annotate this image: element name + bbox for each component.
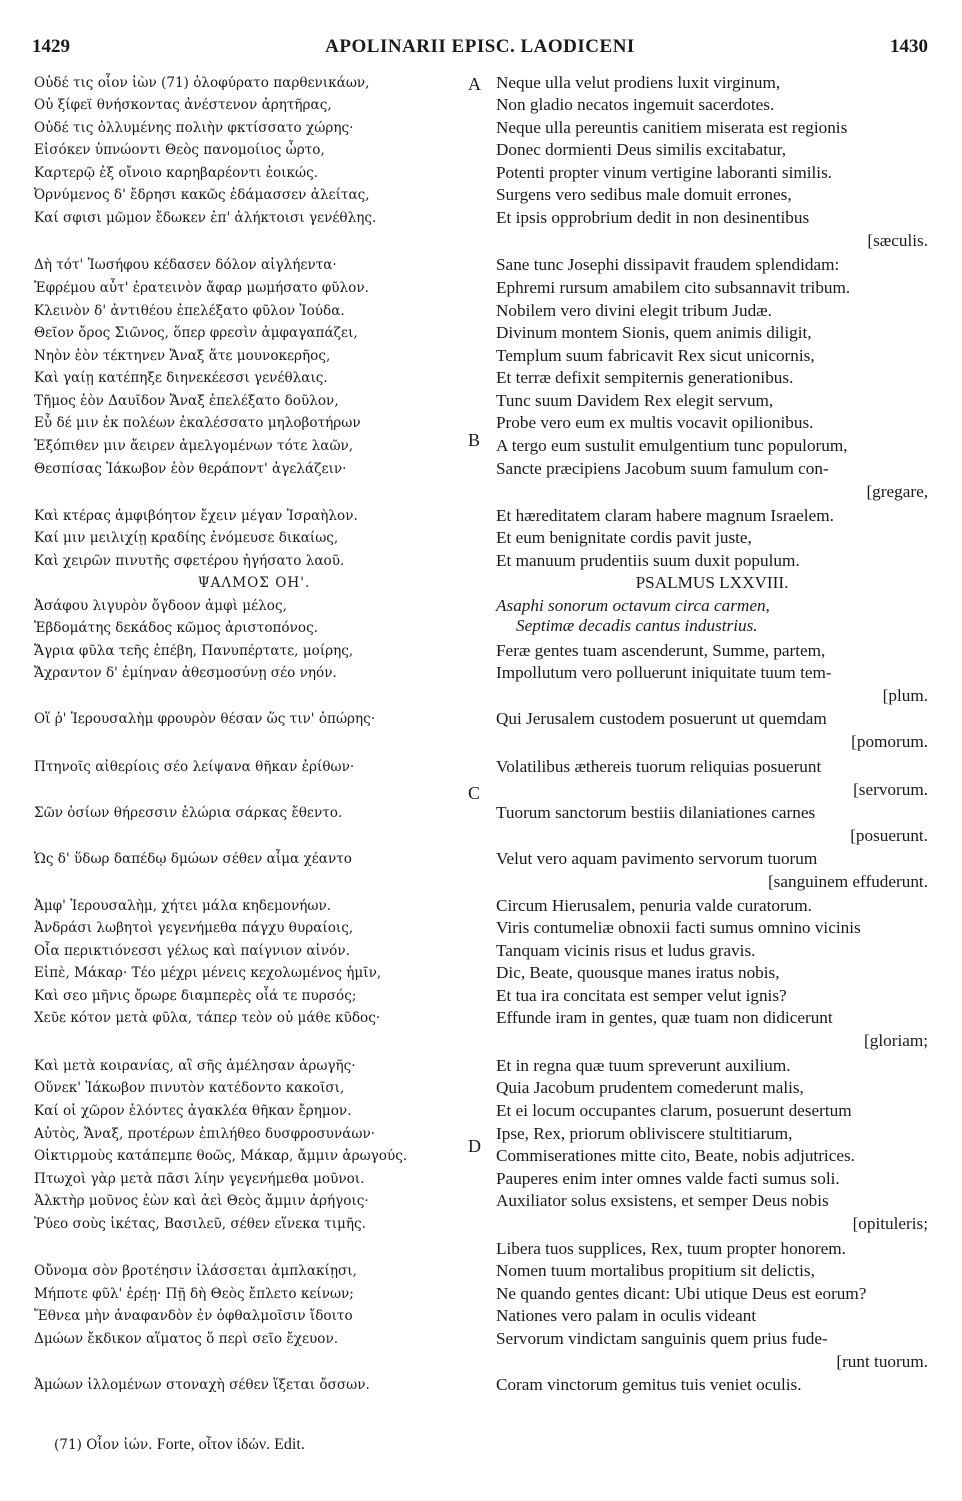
latin-line: Et in regna quæ tuum spreverunt auxilium. [496,1056,791,1075]
page-number-right: 1430 [890,36,928,57]
margin-marker-b: B [468,430,481,450]
greek-line: Ἐξόπιθεν μιν ἄειρεν ἀμελγομένων τότε λαῶν, [34,438,354,454]
latin-line: Tuorum sanctorum bestiis dilaniationes carnes [496,803,816,822]
greek-line: Ἀσάφου λιγυρὸν ὄγδοον ἀμφὶ μέλος, [34,598,287,614]
latin-subtitle: Septimæ decadis cantus industrius. [516,616,758,635]
latin-line-continuation: [gloriam; [864,1031,928,1050]
latin-line: Et hæreditatem claram habere magnum Israelem. [496,506,834,525]
latin-line: Divinum montem Sionis, quem animis diligit, [496,323,812,342]
latin-line: Et tua ira concitata est semper velut ignis? [496,986,787,1005]
latin-line: Et eum benignitate cordis pavit juste, [496,528,752,547]
greek-line: Ἀλκτὴρ μοῦνος ἐὼν καὶ ἀεὶ Θεὸς ἄμμιν ἀρήγοις· [34,1193,369,1209]
greek-line: Καί μιν μειλιχίῃ κραδίης ἐνόμευσε δικαίως, [34,530,339,546]
greek-line: Οἰκτιρμοὺς κατάπεμπε θοῶς, Μάκαρ, ἄμμιν ἀρωγούς. [34,1148,408,1164]
latin-line: Dic, Beate, quousque manes iratus nobis, [496,963,780,982]
greek-line: Ἄχραντον δ' ἐμίηναν ἀθεσμοσύνῃ σέο νηόν. [34,665,337,681]
greek-line: Καί σφισι μῶμον ἔδωκεν ἐπ' ἀλήκτοισι γενέθλης. [34,210,377,226]
latin-line: Servorum vindictam sanguinis quem prius fude- [496,1329,828,1348]
latin-line: Velut vero aquam pavimento servorum tuorum [496,849,818,868]
latin-line: Non gladio necatos ingemuit sacerdotes. [496,95,775,114]
greek-line: Πτηνοῖς αἰθερίοις σέο λείψανα θῆκαν ἐρίθων· [34,759,355,775]
latin-line: Quia Jacobum prudentem comederunt malis, [496,1078,804,1097]
footnote-latin: Forte, οἶτον ἰδών. Edit. [156,1436,305,1453]
page-number-left: 1429 [32,36,70,57]
latin-line: Libera tuos supplices, Rex, tuum propter honorem. [496,1239,846,1258]
latin-line-continuation: [posuerunt. [850,826,928,845]
latin-line: Ephremi rursum amabilem cito subsannavit tribum. [496,278,851,297]
latin-line: Viris contumeliæ obnoxii facti sumus omnino vicinis [496,918,861,937]
latin-line-continuation: [plum. [882,686,928,705]
page-header [32,36,928,60]
greek-line: Ἔθνεα μὴν ἀναφανδὸν ἐν ὀφθαλμοῖσιν ἴδοιτο [34,1308,353,1324]
latin-line: Nomen tuum mortalibus propitium sit delictis, [496,1261,815,1280]
greek-line: Οὔνομα σὸν βροτέησιν ἱλάσσεται ἀμπλακίῃσι, [34,1263,357,1279]
latin-line: Pauperes enim inter omnes valde facti sumus soli. [496,1169,840,1188]
greek-line: Καὶ κτέρας ἀμφιβόητον ἔχειν μέγαν Ἰσραὴλον. [34,508,358,524]
greek-line: Ἄγρια φῦλα τεῆς ἐπέβη, Πανυπέρτατε, μοίρης, [34,643,354,659]
margin-marker-a: A [468,74,481,94]
greek-line: Εὖ δέ μιν ἐκ πολέων ἐκαλέσσατο μηλοβοτήρων [34,415,361,431]
latin-line: Effunde iram in gentes, quæ tuam non didicerunt [496,1008,833,1027]
footnote [54,1436,305,1454]
latin-line: Commiserationes mitte cito, Beate, nobis adjutrices. [496,1146,855,1165]
greek-line: Οὐδέ τις ὀλλυμένης πολιὴν φκτίσσατο χώρης· [34,120,354,136]
greek-line: Ἀνδράσι λωβητοὶ γεγενήμεθα πάγχυ θυραίοις, [34,920,354,936]
latin-line: Volatilibus æthereis tuorum reliquias posuerunt [496,757,822,776]
greek-line: Καρτερῷ ἐξ οἴνοιο καρηβαρέοντι ἐοικώς. [34,165,319,181]
greek-line: Οὐδέ τις οἷον ἰὼν (71) ὀλοφύρατο παρθενικάων, [34,75,370,91]
greek-line: Καὶ μετὰ κοιρανίας, αἳ σῆς ἀμέλησαν ἀρωγῆς· [34,1058,356,1074]
latin-line: Sane tunc Josephi dissipavit fraudem splendidam: [496,255,840,274]
greek-line: Καὶ σεο μῆνις ὄρωρε διαμπερὲς οἷά τε πυρσός; [34,988,357,1004]
latin-line-continuation: [opituleris; [852,1214,928,1233]
latin-subtitle: Asaphi sonorum octavum circa carmen, [496,596,770,615]
margin-marker-d: D [468,1136,481,1156]
latin-line: Coram vinctorum gemitus tuis veniet oculis. [496,1375,802,1394]
greek-line: Εἰσόκεν ὑπνώοντι Θεὸς πανομοίιος ὦρτο, [34,142,325,158]
greek-line: Ἀμφ' Ἱερουσαλὴμ, χήτει μάλα κηδεμονήων. [34,898,332,914]
latin-line: Et ipsis opprobrium dedit in non desinentibus [496,208,810,227]
latin-line-continuation: [pomorum. [851,732,928,751]
greek-line: Οὕνεκ' Ἰάκωβον πινυτὸν κατέδοντο κακοῖσι, [34,1080,345,1096]
greek-line: Αὐτὸς, Ἄναξ, προτέρων ἐπιλήθεο δυσφροσυνάων· [34,1126,376,1142]
latin-line: Circum Hierusalem, penuria valde curatorum. [496,896,812,915]
greek-line: Ἀμώων ἰλλομένων στοναχὴ σέθεν ἵξεται ὄσσων. [34,1377,370,1393]
latin-line: A tergo eum sustulit emulgentium tunc populorum, [496,436,848,455]
greek-line: Ῥύεο σοὺς ἱκέτας, Βασιλεῦ, σέθεν εἵνεκα τιμῆς. [34,1216,366,1232]
latin-line: Templum suum fabricavit Rex sicut unicornis, [496,346,815,365]
greek-line: Εἰπὲ, Μάκαρ· Τέο μέχρι μένεις κεχολωμένος ἡμῖν, [34,965,382,981]
latin-line-continuation: [runt tuorum. [836,1352,928,1371]
latin-line: Tanquam vicinis risus et ludus gravis. [496,941,756,960]
latin-line: Ipse, Rex, priorum obliviscere stultitiarum, [496,1124,793,1143]
latin-line: Potenti propter vinum vertigine laboranti similis. [496,163,833,182]
latin-line: Nobilem vero divini elegit tribum Judæ. [496,301,772,320]
greek-line: Σῶν ὁσίων θήρεσσιν ἑλώρια σάρκας ἔθεντο. [34,805,343,821]
latin-line: Sancte præcipiens Jacobum suum famulum con- [496,459,829,478]
greek-line: Ὀρνύμενος δ' ἔδρησι κακῶς ἐδάμασσεν ἀλείτας, [34,187,370,203]
greek-line: Καὶ γαίῃ κατέπηξε διηνεκέεσσι γενέθλαις. [34,370,328,386]
latin-line: Impollutum vero polluerunt iniquitate tuum tem- [496,663,832,682]
psalm-heading-greek: ΨΑΛΜΟΣ ΟΗ'. [197,575,311,591]
greek-line: Νηὸν ἑὸν τέκτηνεν Ἄναξ ἅτε μουνοκερῆος, [34,348,331,364]
latin-line-continuation: [sæculis. [867,231,928,250]
latin-line: Ne quando gentes dicant: Ubi utique Deus est eorum? [496,1284,867,1303]
latin-line: Nationes vero palam in oculis videant [496,1306,757,1325]
latin-line: Qui Jerusalem custodem posuerunt ut quemdam [496,709,827,728]
greek-line: Θεσπίσας Ἰάκωβον ἑὸν θεράποντ' ἀγελάζειν· [34,461,347,477]
latin-line: Donec dormienti Deus similis excitabatur, [496,140,786,159]
latin-line: Auxiliator solus exsistens, et semper Deus nobis [496,1191,829,1210]
margin-marker-c: C [468,783,481,803]
greek-line: Οἵ ῥ' Ἱερουσαλὴμ φρουρὸν θέσαν ὥς τιν' ὀπώρης· [34,711,376,727]
latin-line-continuation: [sanguinem effuderunt. [767,872,928,891]
latin-line: Feræ gentes tuam ascenderunt, Summe, partem, [496,641,826,660]
latin-line: Et terræ defixit sempiternis generationibus. [496,368,794,387]
running-title: APOLINARII EPISC. LAODICENI [325,36,635,57]
psalm-heading-latin: PSALMUS LXXVIII. [635,573,789,592]
latin-line: Neque ulla pereuntis canitiem miserata est regionis [496,118,848,137]
greek-line: Χεῦε κότον μετὰ φῦλα, τάπερ τεὸν οὐ μάθε κῦδος· [34,1010,381,1026]
latin-line: Tunc suum Davidem Rex elegit servum, [496,391,774,410]
latin-line: Neque ulla velut prodiens luxit virginum, [496,73,781,92]
latin-line: Et manuum prudentiis suum duxit populum. [496,551,800,570]
greek-line: Μήποτε φῦλ' ἐρέῃ· Πῇ δὴ Θεὸς ἔπλετο κείνων; [34,1286,354,1302]
greek-line: Ὡς δ' ὕδωρ δαπέδῳ δμώων σέθεν αἷμα χέαντο [34,851,352,867]
greek-line: Τῆμος ἑὸν Δαυῖδον Ἄναξ ἐπελέξατο δοῦλον, [34,393,339,409]
greek-line: Ἐφρέμου αὖτ' ἐρατεινὸν ἄφαρ μωμήσατο φῦλον. [34,280,369,296]
latin-line-continuation: [gregare, [866,482,928,501]
latin-line: Probe vero eum ex multis vocavit opilionibus. [496,413,814,432]
greek-line: Καὶ χειρῶν πινυτῆς σφετέρου ἡγήσατο λαοῦ. [34,553,345,569]
greek-line: Κλεινὸν δ' ἀντιθέου ἐπελέξατο φῦλον Ἰούδα. [34,303,345,319]
greek-line: Δμώων ἔκδικον αἵματος ὅ περὶ σεῖο ἔχευον. [34,1331,339,1347]
latin-line: Et ei locum occupantes clarum, posuerunt desertum [496,1101,852,1120]
latin-line-continuation: [servorum. [853,780,928,799]
greek-line: Οὐ ξίφεϊ θνήσκοντας ἀνέστενον ἀρητῆρας, [34,97,332,113]
latin-line: Surgens vero sedibus male domuit errones, [496,185,792,204]
greek-line: Θεῖον ὄρος Σιῶνος, ὅπερ φρεσὶν ἀμφαγαπάζει, [34,325,358,341]
footnote-greek: (71) Οἷον ἰών. [54,1437,153,1453]
greek-line: Οἷα περικτιόνεσσι γέλως καὶ παίγνιον αἰνόν. [34,943,350,959]
greek-line: Πτωχοὶ γὰρ μετὰ πᾶσι λίην γεγενήμεθα μοῦνοι. [34,1171,365,1187]
greek-line: Δὴ τότ' Ἰωσήφου κέδασεν δόλον αἰγλήεντα· [34,257,337,273]
greek-line: Ἑβδομάτης δεκάδος κῶμος ἀριστοπόνος. [34,620,319,636]
greek-line: Καί οἱ χῶρον ἑλόντες ἀγακλέα θῆκαν ἔρημον. [34,1103,352,1119]
